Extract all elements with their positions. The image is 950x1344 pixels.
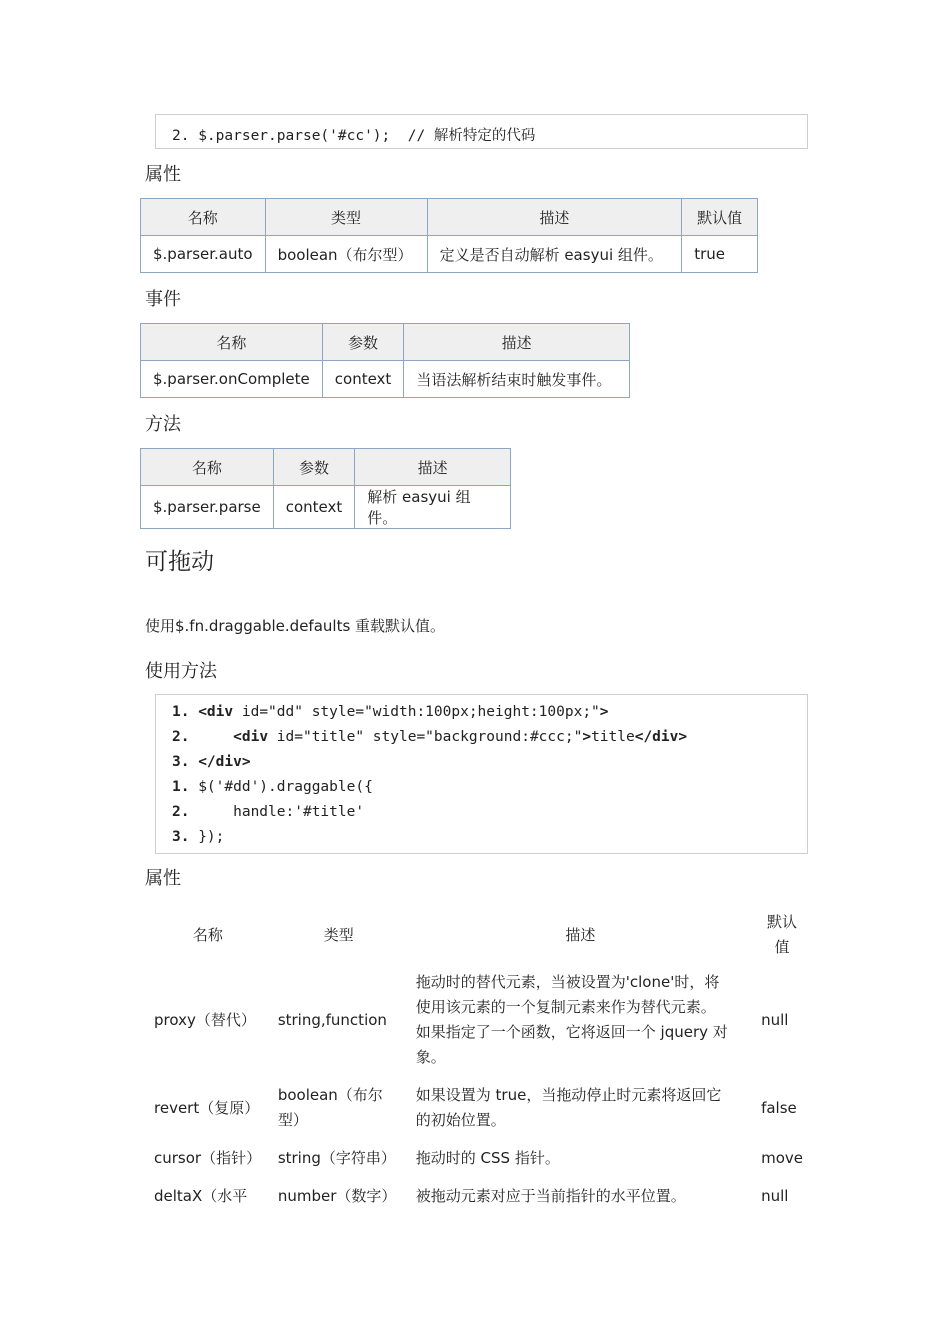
header-cell: 描述: [565, 925, 596, 944]
code-text: });: [198, 829, 225, 845]
cell-default: null: [761, 1186, 789, 1205]
line-number: 2.: [172, 128, 190, 144]
parser-events-table: [140, 323, 630, 398]
header-cell: 名称: [192, 925, 223, 944]
cell-description: [408, 1177, 753, 1215]
code-block-draggable: [155, 694, 808, 854]
cell-name: $.parser.parse: [141, 486, 274, 529]
table-row: [141, 486, 511, 529]
code-tag: <div: [198, 704, 234, 720]
code-line: [172, 754, 251, 770]
section-heading-events: 事件: [145, 289, 181, 310]
header-cell: 默认值: [682, 199, 758, 236]
type-line: 型）: [277, 1111, 308, 1129]
table-header-row: [146, 907, 811, 963]
code-tag: <div: [233, 729, 269, 745]
code-attrs: id="dd" style="width:100px;height:100px;": [233, 704, 600, 720]
header-cell-default: [753, 907, 811, 963]
cell-description: [408, 963, 753, 1077]
section-title-draggable: 可拖动: [145, 549, 214, 575]
header-cell: 类型: [265, 199, 427, 236]
code-tag: >: [599, 704, 609, 720]
table-row: [146, 1177, 811, 1215]
desc-line: 拖动时的 CSS 指针。: [415, 1148, 560, 1167]
header-default-line: 值: [774, 938, 790, 956]
cell-type: [270, 1077, 408, 1139]
code-text: $('#dd').draggable({: [198, 779, 373, 795]
header-cell: 名称: [141, 449, 274, 486]
code-line: [172, 729, 687, 745]
line-number: 1.: [172, 704, 190, 720]
code-tag: >: [582, 729, 592, 745]
table-row: [146, 963, 811, 1077]
code-text: title: [591, 729, 635, 745]
header-cell: 描述: [355, 449, 511, 486]
cell-name: $.parser.auto: [141, 236, 266, 273]
cell-param: context: [322, 361, 404, 398]
table-row: [141, 361, 630, 398]
table-row: [146, 1077, 811, 1139]
cell-name: revert（复原）: [154, 1098, 260, 1117]
cell-default: move: [761, 1148, 803, 1167]
header-cell: 类型: [323, 925, 354, 944]
section-heading-methods: 方法: [145, 414, 181, 435]
cell-description: 解析 easyui 组件。: [355, 486, 511, 529]
line-number: 3.: [172, 754, 190, 770]
code-line: [172, 124, 535, 145]
code-text: handle:'#title': [198, 804, 365, 820]
cell-description: 当语法解析结束时触发事件。: [404, 361, 630, 398]
table-row: [146, 1139, 811, 1177]
parser-properties-table: [140, 198, 758, 273]
desc-line: 如果设置为 true，当拖动停止时元素将返回它: [415, 1086, 722, 1104]
desc-line: 使用该元素的一个复制元素来作为替代元素。: [415, 998, 716, 1016]
desc-line: 的初始位置。: [415, 1111, 506, 1129]
cell-description: 定义是否自动解析 easyui 组件。: [427, 236, 682, 273]
cell-name: proxy（替代）: [154, 1010, 256, 1029]
cell-default: true: [682, 236, 758, 273]
line-number: 3.: [172, 829, 190, 845]
section-heading-draggable-properties: 属性: [145, 868, 181, 889]
cell-type: boolean（布尔型）: [265, 236, 427, 273]
line-number: 2.: [172, 804, 190, 820]
section-heading-usage: 使用方法: [145, 661, 217, 682]
table-header-row: [141, 449, 511, 486]
cell-default: false: [761, 1098, 797, 1117]
desc-line: 象。: [415, 1048, 446, 1066]
section-heading-properties: 属性: [145, 164, 181, 185]
cell-name: cursor（指针）: [154, 1148, 262, 1167]
table-row: [141, 236, 758, 273]
cell-type: string（字符串）: [277, 1148, 396, 1167]
table-header-row: [141, 199, 758, 236]
desc-line: 被拖动元素对应于当前指针的水平位置。: [415, 1186, 686, 1205]
line-number: 1.: [172, 779, 190, 795]
line-number: 2.: [172, 729, 190, 745]
header-cell: 描述: [427, 199, 682, 236]
code-line: [172, 829, 224, 845]
cell-description: [408, 1139, 753, 1177]
cell-description: [408, 1077, 753, 1139]
parser-methods-table: [140, 448, 511, 529]
cell-default: null: [761, 1010, 789, 1029]
code-tag: </div>: [198, 754, 251, 770]
header-cell: 描述: [404, 324, 630, 361]
code-line: [172, 779, 373, 795]
code-attrs: id="title" style="background:#ccc;": [268, 729, 583, 745]
desc-line: 拖动时的替代元素，当被设置为'clone'时，将: [415, 973, 720, 991]
type-line: boolean（布尔: [277, 1086, 383, 1104]
cell-name: deltaX（水平: [154, 1186, 248, 1205]
cell-type: string,function: [277, 1010, 387, 1029]
table-header-row: [141, 324, 630, 361]
code-tag: </div>: [634, 729, 688, 745]
header-cell: 名称: [141, 199, 266, 236]
desc-line: 如果指定了一个函数，它将返回一个 jquery 对: [415, 1023, 728, 1041]
cell-type: number（数字）: [277, 1186, 397, 1205]
cell-param: context: [273, 486, 355, 529]
header-cell: 名称: [141, 324, 323, 361]
intro-paragraph: 使用$.fn.draggable.defaults 重载默认值。: [145, 617, 446, 635]
code-line: [172, 804, 364, 820]
code-block-parse: [155, 114, 808, 149]
draggable-properties-table: [146, 907, 811, 1215]
header-cell: 参数: [273, 449, 355, 486]
cell-name: $.parser.onComplete: [141, 361, 323, 398]
code-text: $.parser.parse('#cc'); // 解析特定的代码: [198, 128, 536, 144]
header-cell: 参数: [322, 324, 404, 361]
code-line: [172, 704, 609, 720]
header-default-line: 默认: [767, 913, 798, 931]
